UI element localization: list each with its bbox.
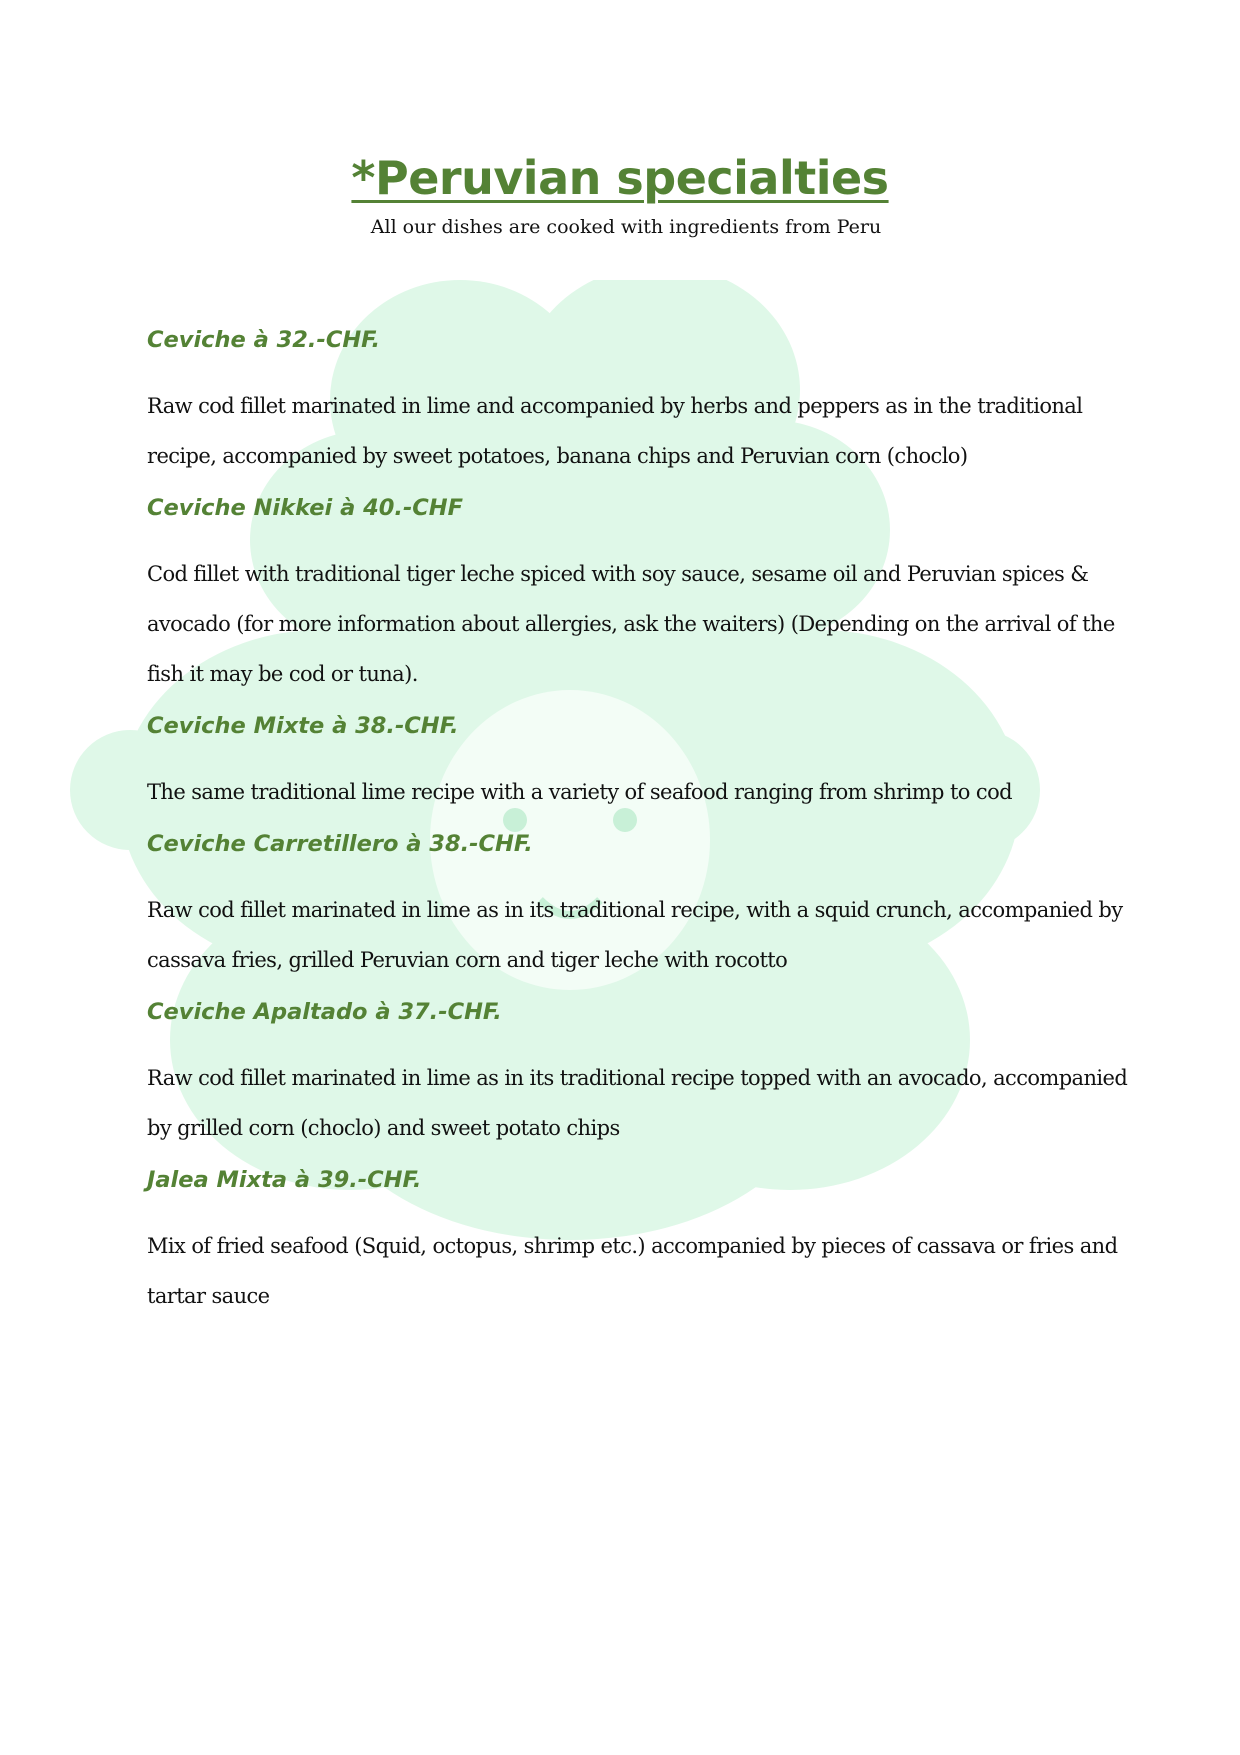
dish-item [147, 997, 1137, 1153]
dish-description: Raw cod fillet marinated in lime as in its traditional recipe topped with an avocado, accompanied by grilled corn (choclo) and sweet potato chips [147, 1066, 1128, 1140]
page-subtitle: All our dishes are cooked with ingredients from Peru [370, 216, 882, 238]
header [0, 150, 1240, 238]
dish-name: Ceviche Mixte à 38.-CHF. [147, 713, 459, 739]
dish-name: Ceviche Nikkei à 40.-CHF [147, 495, 463, 521]
dish-description: Raw cod fillet marinated in lime as in its traditional recipe, with a squid crunch, accompanied by cassava fries, grilled Peruvian corn and tiger leche with rocotto [147, 898, 1123, 972]
dish-name: Ceviche Apaltado à 37.-CHF. [147, 999, 502, 1025]
dish-name: Jalea Mixta à 39.-CHF. [147, 1167, 422, 1193]
dish-item [147, 711, 1137, 817]
dish-name: Ceviche à 32.-CHF. [147, 327, 381, 353]
dish-description: Mix of fried seafood (Squid, octopus, shrimp etc.) accompanied by pieces of cassava or fries and tartar sauce [147, 1234, 1118, 1308]
dish-item [147, 493, 1137, 699]
dish-item [147, 325, 1137, 481]
dish-name: Ceviche Carretillero à 38.-CHF. [147, 831, 533, 857]
dish-item [147, 1165, 1137, 1321]
dish-description: Cod fillet with traditional tiger leche spiced with soy sauce, sesame oil and Peruvian spices & avocado (for more information about allergies, ask the waiters) (Depending on the arrival of the fish it may be cod or tuna). [147, 562, 1115, 686]
page-title: *Peruvian specialties [351, 151, 889, 205]
dish-description: The same traditional lime recipe with a variety of seafood ranging from shrimp to cod [147, 780, 1012, 804]
dish-description: Raw cod fillet marinated in lime and accompanied by herbs and peppers as in the traditional recipe, accompanied by sweet potatoes, banana chips and Peruvian corn (choclo) [147, 394, 1083, 468]
dish-item [147, 829, 1137, 985]
dish-list [147, 325, 1137, 1321]
